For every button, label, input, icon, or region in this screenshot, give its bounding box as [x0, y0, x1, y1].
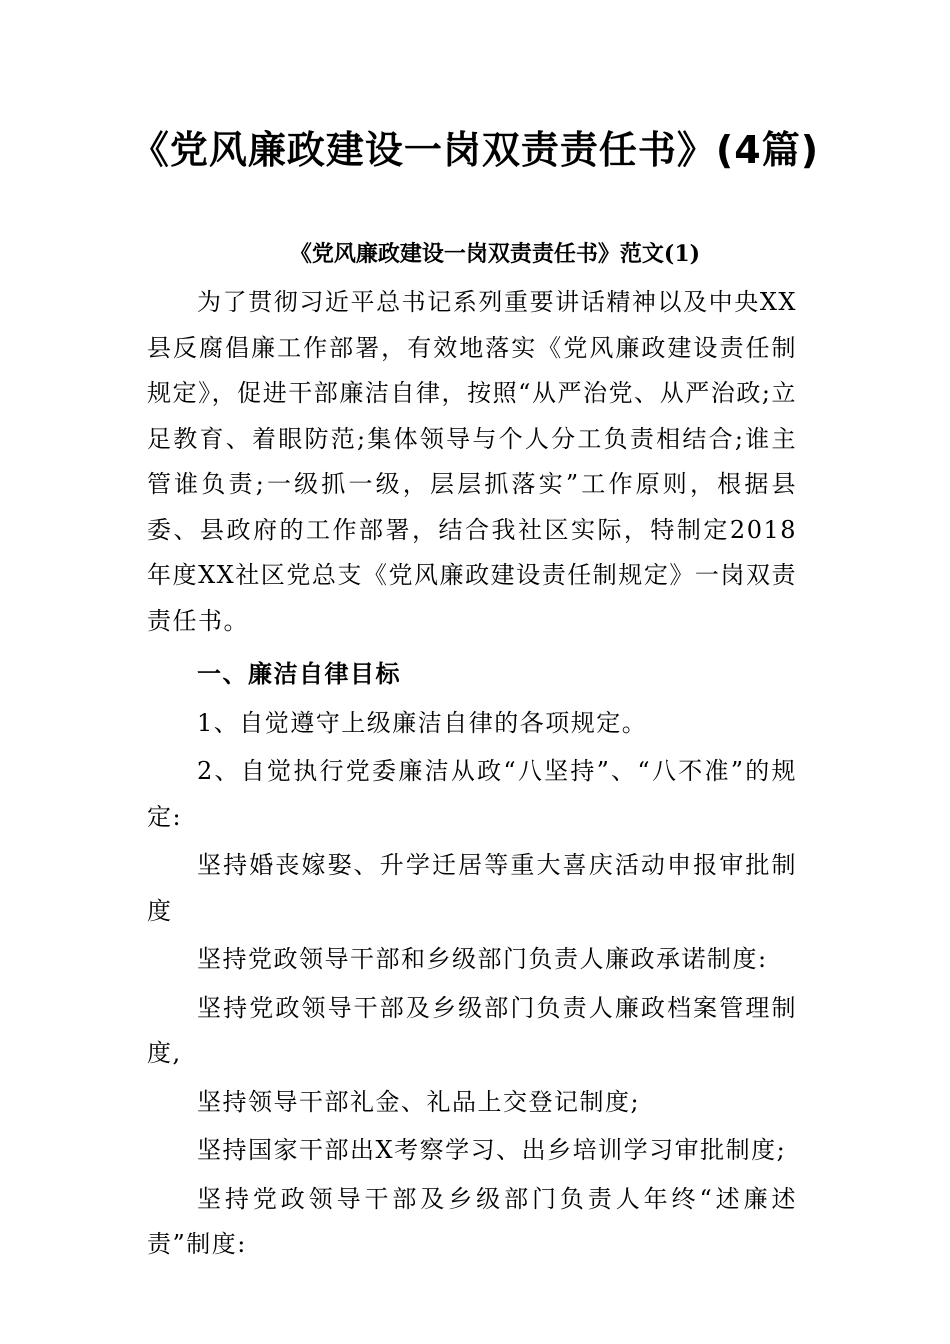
document-title: 《党风廉政建设一岗双责责任书》(4篇): [130, 128, 820, 172]
list-item: 坚持党政领导干部和乡级部门负责人廉政承诺制度:: [197, 945, 768, 973]
list-item: 坚持婚丧嫁娶、升学迁居等重大喜庆活动申报审批制度: [147, 851, 797, 925]
list-item: 坚持国家干部出X考察学习、出乡培训学习审批制度;: [197, 1136, 787, 1164]
intro-paragraph: 为了贯彻习近平总书记系列重要讲话精神以及中央XX县反腐倡廉工作部署，有效地落实《党风廉政建设责任制规定》，促进干部廉洁自律，按照“从严治党、从严治政;立足教育、着眼防范;集体领导与个人分工负责相结合;谁主管谁负责;一级抓一级，层层抓落实”工作原则，根据县委、县政府的工作部署，结合我社区实际，特制定2018年度XX社区党总支《党风廉政建设责任制规定》一岗双责责任书。: [147, 288, 797, 635]
list-item: 1、自觉遵守上级廉洁自律的各项规定。: [197, 708, 648, 737]
list-item: 坚持领导干部礼金、礼品上交登记制度;: [197, 1087, 641, 1116]
document-subtitle: 《党风廉政建设一岗双责责任书》范文(1): [289, 241, 701, 267]
list-item: 坚持党政领导干部及乡级部门负责人廉政档案管理制度,: [147, 993, 797, 1067]
document-body: [147, 280, 797, 1268]
section-heading: 一、廉洁自律目标: [197, 660, 401, 688]
list-item: 2、自觉执行党委廉洁从政“八坚持”、“八不准”的规定:: [147, 757, 797, 831]
list-item: 坚持党政领导干部及乡级部门负责人年终“述廉述责”制度:: [147, 1184, 797, 1258]
